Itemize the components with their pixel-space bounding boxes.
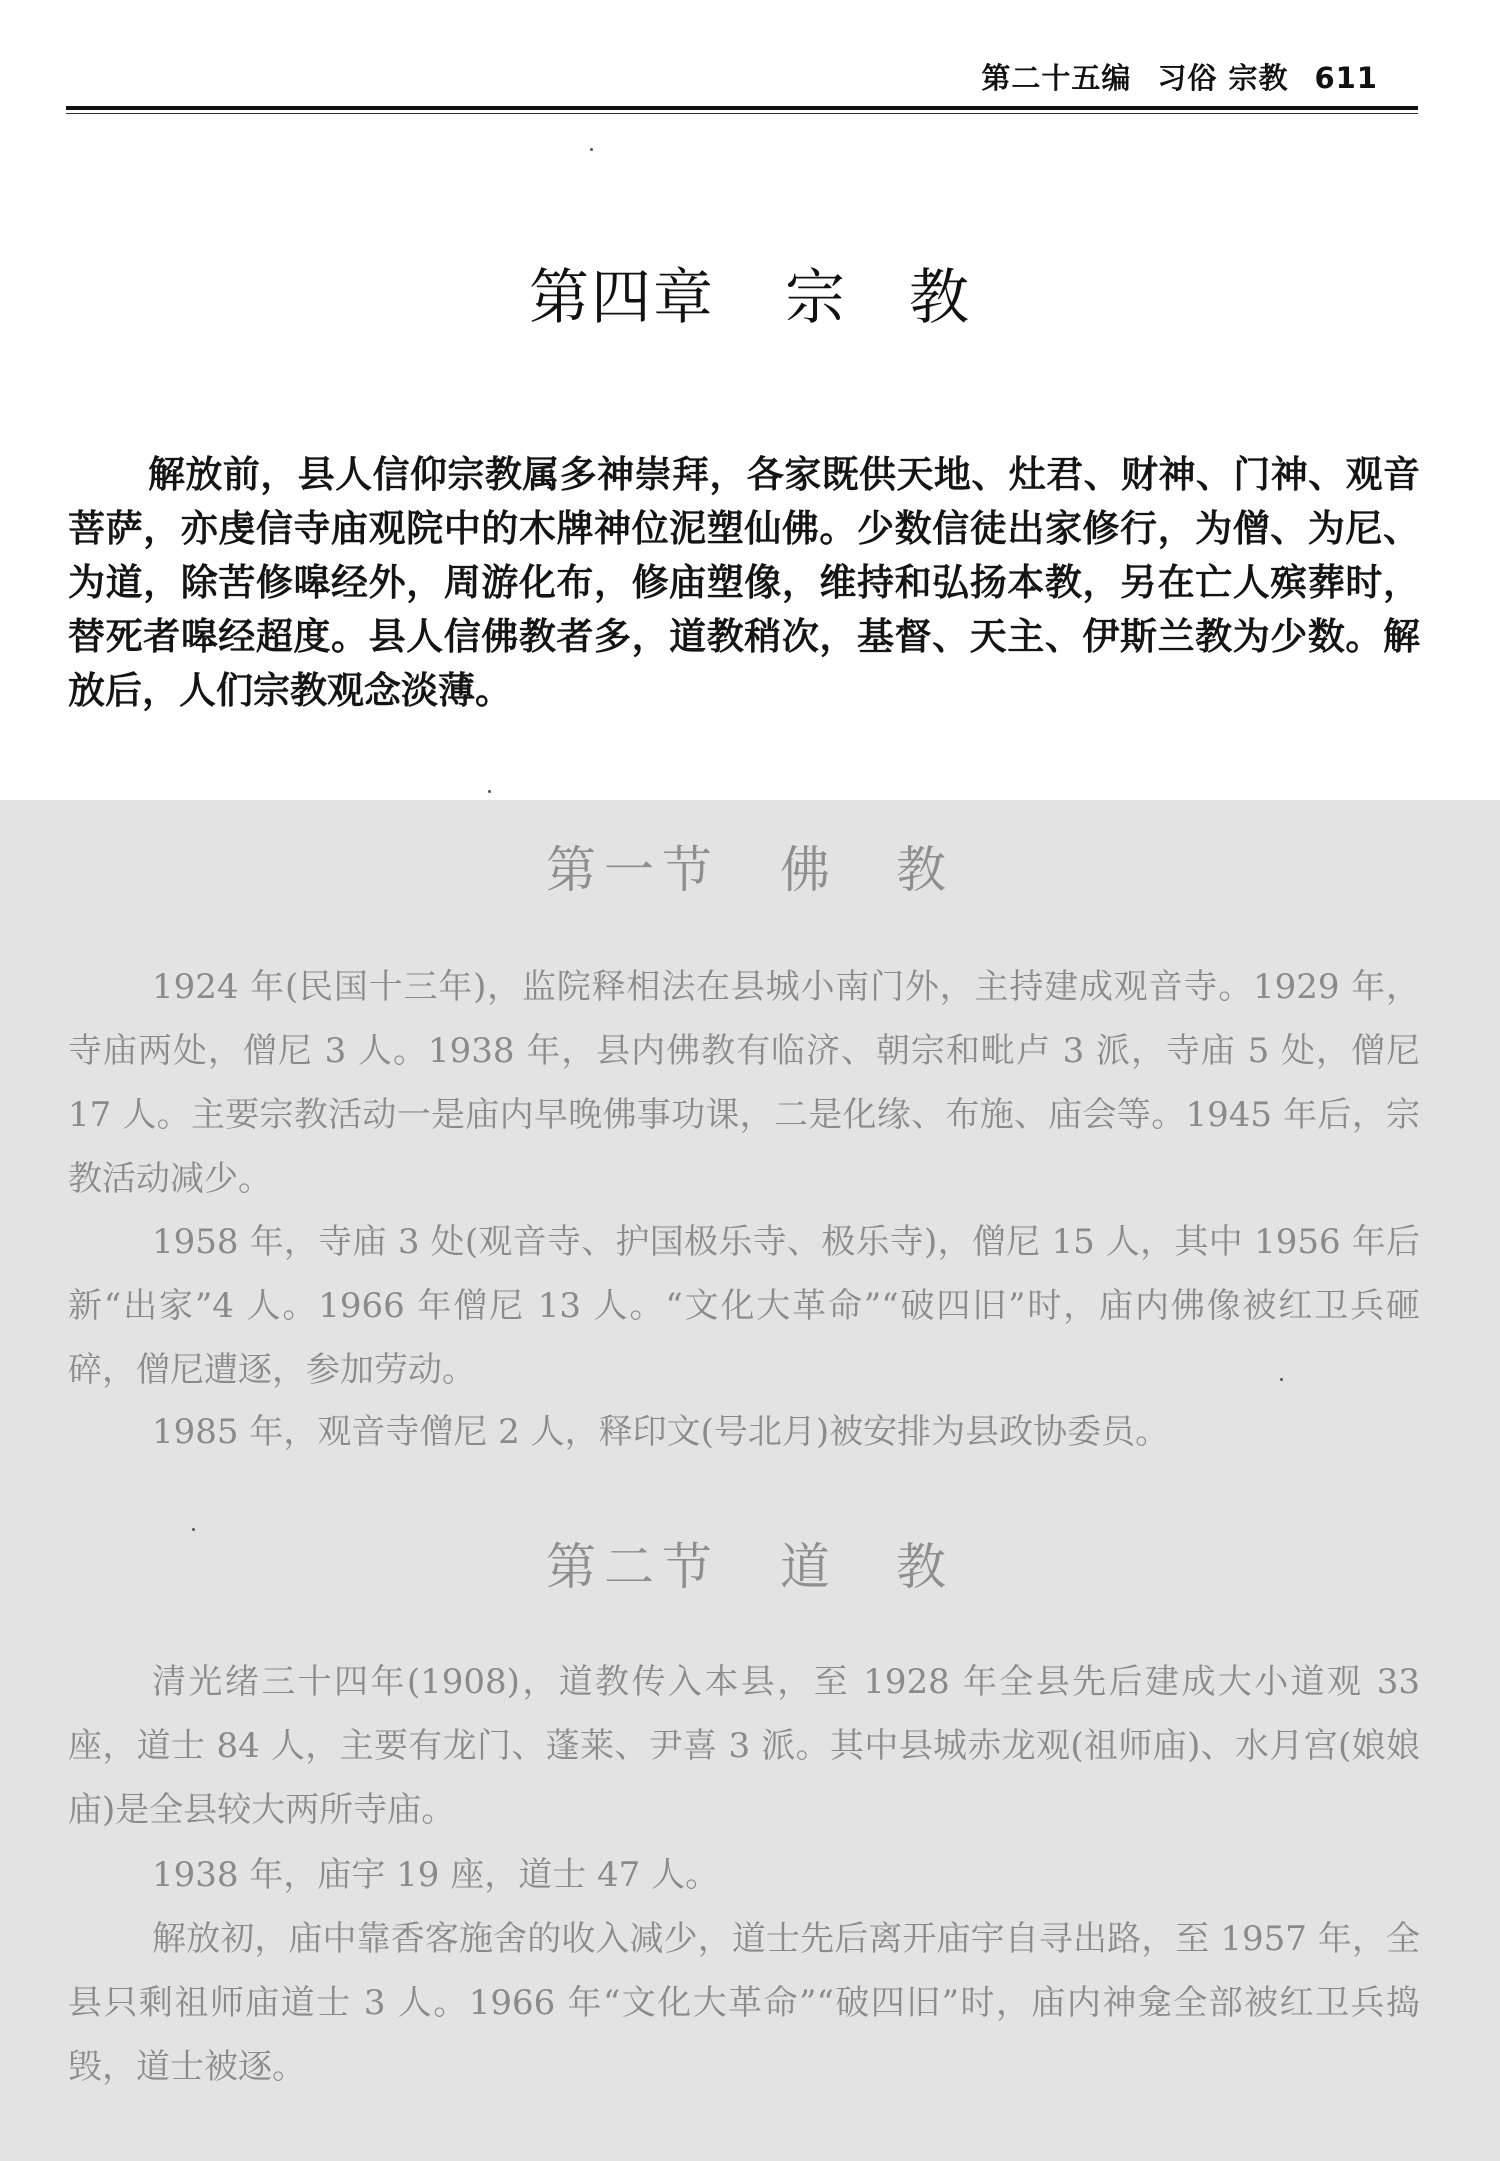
header-section: 习俗 宗教 — [1157, 61, 1289, 95]
section-paragraph: 1938 年，庙宇 19 座，道士 47 人。 — [152, 1855, 720, 1895]
running-header — [66, 52, 1418, 102]
header-volume: 第二十五编 — [981, 61, 1132, 95]
chapter-intro-paragraph: 解放前，县人信仰宗教属多神崇拜，各家既供天地、灶君、财神、门神、观音菩萨，亦虔信寺庙观院中的木牌神位泥塑仙佛。少数信徒出家修行，为僧、为尼、为道，除苦修嗥经外，周游化布，修庙塑像，维持和弘扬本教，另在亡人殡葬时，替死者嗥经超度。县人信佛教者多，道教稍次，基督、天主、伊斯兰教为少数。解放后，人们宗教观念淡薄。 — [68, 453, 1420, 712]
section-title-buddhism — [0, 830, 1500, 902]
header-rule-thin — [66, 113, 1418, 114]
section-paragraph: 清光绪三十四年(1908)，道教传入本县，至 1928 年全县先后建成大小道观 33 座，道士 84 人，主要有龙门、蓬莱、尹喜 3 派。其中县城赤龙观(祖师庙)、水月宫(娘娘庙)是全县较大两所寺庙。 — [68, 1662, 1420, 1830]
scan-speck — [1280, 1378, 1283, 1381]
chapter-name: 宗 教 — [785, 263, 971, 333]
scan-speck — [590, 148, 593, 151]
section-paragraph: 1924 年(民国十三年)，监院释相法在县城小南门外，主持建成观音寺。1929 年，寺庙两处，僧尼 3 人。1938 年，县内佛教有临济、朝宗和毗卢 3 派，寺庙 5 处，僧尼 17 人。主要宗教活动一是庙内早晚佛事功课，二是化缘、布施、庙会等。1945 年后，宗教活动减少。 — [68, 967, 1420, 1199]
section-number: 第一节 — [546, 841, 720, 899]
section-name: 佛 教 — [780, 841, 954, 899]
scan-speck — [192, 1528, 195, 1531]
section-name: 道 教 — [780, 1538, 954, 1596]
chapter-number: 第四章 — [529, 263, 715, 333]
chapter-title — [0, 250, 1500, 336]
section-paragraph: 1985 年，观音寺僧尼 2 人，释印文(号北月)被安排为县政协委员。 — [152, 1412, 1170, 1452]
scan-speck — [488, 790, 491, 793]
header-text — [981, 56, 1378, 97]
header-page-number: 611 — [1314, 61, 1378, 95]
section-number: 第二节 — [546, 1538, 720, 1596]
header-rule-thick — [66, 106, 1418, 110]
section-paragraph: 1958 年，寺庙 3 处(观音寺、护国极乐寺、极乐寺)，僧尼 15 人，其中 1956 年后新“出家”4 人。1966 年僧尼 13 人。“文化大革命”“破四旧”时，庙内佛像被红卫兵砸碎，僧尼遭逐，参加劳动。 — [68, 1222, 1420, 1390]
section-paragraph: 解放初，庙中靠香客施舍的收入减少，道士先后离开庙宇自寻出路，至 1957 年，全县只剩祖师庙道士 3 人。1966 年“文化大革命”“破四旧”时，庙内神龛全部被红卫兵捣毁，道士被逐。 — [68, 1919, 1420, 2087]
section-title-taoism — [0, 1527, 1500, 1599]
